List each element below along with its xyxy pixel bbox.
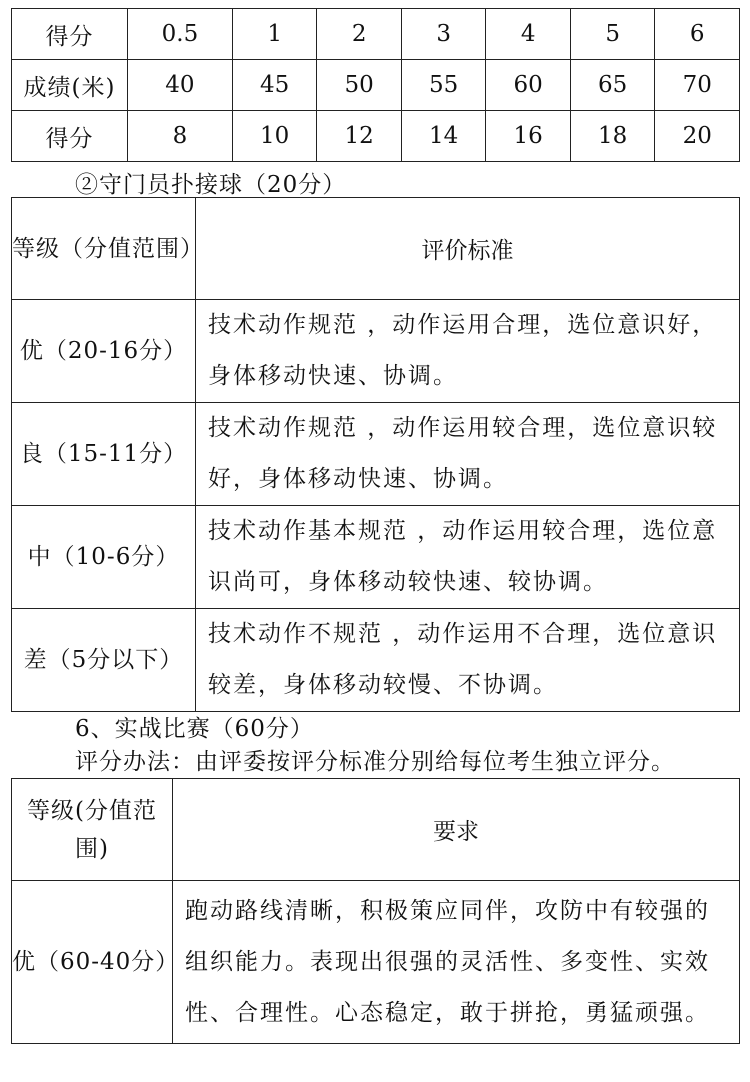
criteria-cell: 技术动作规范 ，动作运用较合理，选位意识较好，身体移动快速、协调。 (196, 403, 740, 506)
table-row (12, 506, 740, 609)
table-cell: 得分 (12, 9, 128, 60)
table-cell: 18 (570, 111, 655, 162)
table-cell: 1 (232, 9, 317, 60)
table-cell: 45 (232, 60, 317, 111)
table-row (12, 609, 740, 712)
level-cell: 差（5分以下） (12, 609, 196, 712)
goalkeeper-section-title: ②守门员扑接球（20分） (75, 172, 347, 198)
match-criteria-table (11, 778, 740, 1044)
level-cell: 优（60-40分） (12, 881, 173, 1044)
criteria-cell: 跑动路线清晰，积极策应同伴，攻防中有较强的组织能力。表现出很强的灵活性、多变性、实效性、合理性。心态稳定，敢于拼抢，勇猛顽强。 (173, 881, 740, 1044)
table-cell: 65 (570, 60, 655, 111)
table-cell: 70 (655, 60, 740, 111)
level-header: 等级(分值范围) (12, 779, 173, 881)
criteria-header: 要求 (173, 779, 740, 881)
table-row (12, 111, 740, 162)
level-cell: 优（20-16分） (12, 300, 196, 403)
table-cell: 8 (128, 111, 233, 162)
table-row (12, 9, 740, 60)
table-cell: 40 (128, 60, 233, 111)
goalkeeper-criteria-table (11, 197, 740, 712)
criteria-cell: 技术动作基本规范 ，动作运用较合理，选位意识尚可，身体移动较快速、较协调。 (196, 506, 740, 609)
table-cell: 3 (401, 9, 486, 60)
table-cell: 50 (317, 60, 402, 111)
table-cell: 12 (317, 111, 402, 162)
table-cell: 55 (401, 60, 486, 111)
level-cell: 良（15-11分） (12, 403, 196, 506)
table-cell: 14 (401, 111, 486, 162)
table-row (12, 300, 740, 403)
match-section-title: 6、实战比赛（60分） (75, 716, 314, 742)
criteria-cell: 技术动作规范 ，动作运用合理，选位意识好，身体移动快速、协调。 (196, 300, 740, 403)
level-header: 等级（分值范围） (12, 198, 196, 300)
table-row (12, 403, 740, 506)
table-header-row (12, 779, 740, 881)
score-table (11, 8, 740, 162)
criteria-header: 评价标准 (196, 198, 740, 300)
table-cell: 4 (486, 9, 571, 60)
table-row (12, 881, 740, 1044)
table-cell: 16 (486, 111, 571, 162)
criteria-cell: 技术动作不规范 ，动作运用不合理，选位意识较差，身体移动较慢、不协调。 (196, 609, 740, 712)
table-cell: 20 (655, 111, 740, 162)
level-cell: 中（10-6分） (12, 506, 196, 609)
table-cell: 5 (570, 9, 655, 60)
table-row (12, 60, 740, 111)
table-header-row (12, 198, 740, 300)
table-cell: 60 (486, 60, 571, 111)
table-cell: 2 (317, 9, 402, 60)
scoring-method-text: 评分办法：由评委按评分标准分别给每位考生独立评分。 (75, 749, 675, 775)
table-cell: 成绩(米) (12, 60, 128, 111)
table-cell: 0.5 (128, 9, 233, 60)
table-cell: 6 (655, 9, 740, 60)
table-cell: 得分 (12, 111, 128, 162)
table-cell: 10 (232, 111, 317, 162)
